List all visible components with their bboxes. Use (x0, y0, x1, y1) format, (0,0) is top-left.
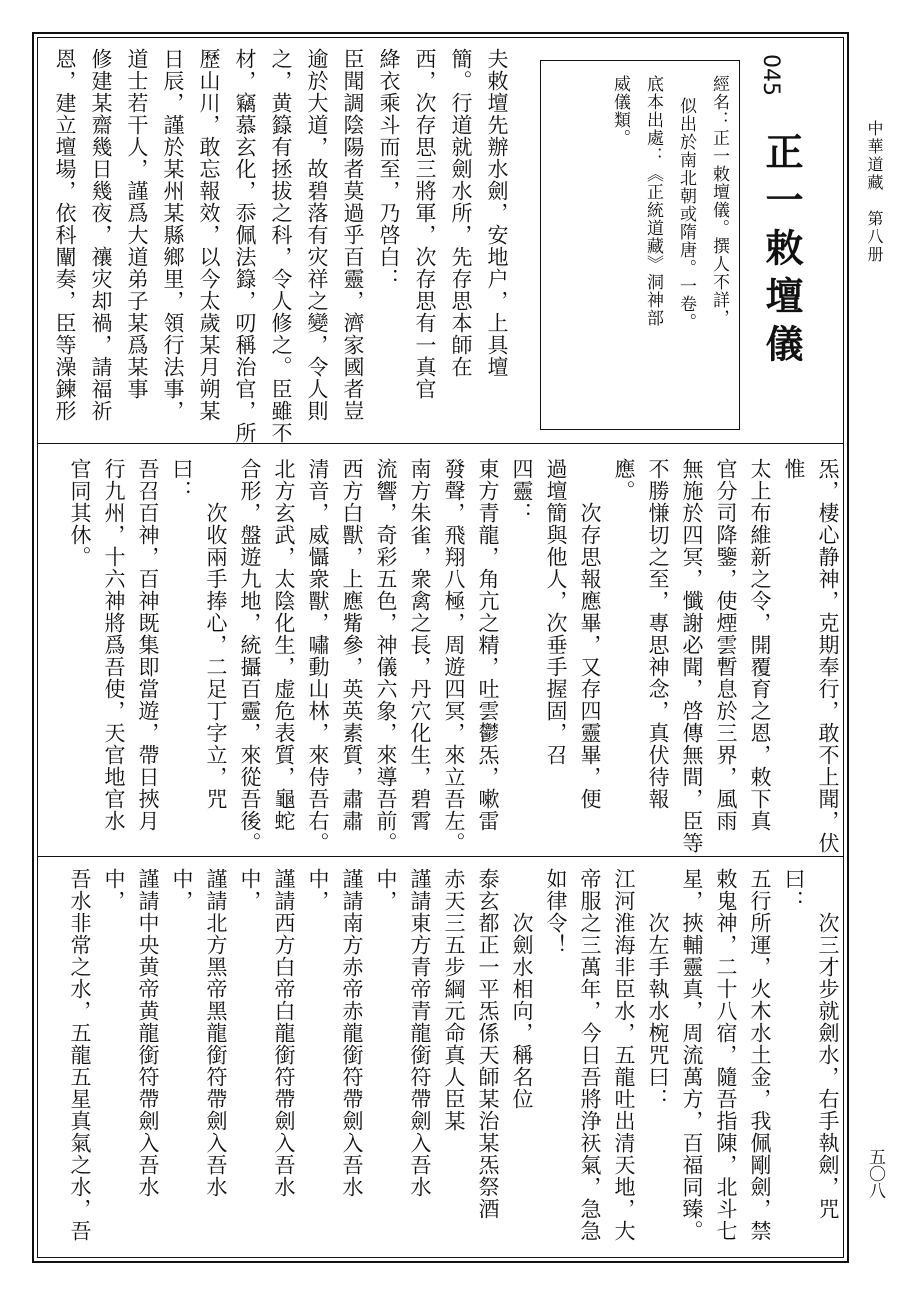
text-column: 次存思報應畢，又存四靈畢，便 (578, 502, 602, 810)
page-number: 五〇八 (865, 1148, 885, 1199)
text-column: 謹請北方黑帝黑龍銜符帶劍入吾水 (204, 868, 228, 1198)
text-column: 如律令！ (544, 868, 568, 956)
text-column: 西，次存思三將軍，次存思有一真官 (413, 48, 437, 400)
text-column: 江河淮海非臣水，五龍吐出清天地，大 (612, 868, 636, 1242)
info-box (540, 60, 740, 430)
text-column: 恩，建立壇場，依科闡奏，臣等澡鍊形 (53, 48, 77, 422)
text-column: 帝服之三萬年，今日吾將浄祆氣，急急 (578, 868, 602, 1242)
text-column: 謹請中央黄帝黄龍銜符帶劍入吾水 (136, 868, 160, 1198)
text-column: 次收兩手捧心，二足丁字立，咒 (204, 502, 228, 810)
section-bottom-text (45, 868, 845, 1253)
text-column: 謹請東方青帝青龍銜符帶劍入吾水 (408, 868, 432, 1198)
text-column: 道士若干人，謹爲大道弟子某爲某事 (125, 48, 149, 400)
text-column: 北方玄武，太陰化生，虚危表質，龜蛇 (272, 458, 296, 832)
text-column: 惟 (782, 458, 806, 480)
text-column: 吾召百神，百神既集即當遊，帶日挾月 (136, 458, 160, 832)
text-column: 謹請西方白帝白龍銜符帶劍入吾水 (272, 868, 296, 1198)
text-column: 次劍水相向，稱名位 (510, 912, 534, 1110)
info-line: 底本出處：《正統道藏》洞神部 (643, 75, 663, 327)
text-column: 中， (170, 868, 194, 912)
text-column: 合形，盤遊九地，統攝百靈，來從吾後。 (238, 458, 262, 854)
text-column: 官分司降鑒，使煙雲暫息於三界，風雨 (714, 458, 738, 832)
text-column: 臣聞調陰陽者莫過乎百靈，濟家國者豈 (341, 48, 365, 422)
title-block (752, 50, 832, 380)
section-divider-1 (37, 443, 844, 444)
section-divider-2 (37, 856, 844, 857)
section-middle-text (45, 458, 845, 853)
text-column: 中， (374, 868, 398, 912)
text-column: 不勝慊切之至，專思神念，真伏待報 (646, 458, 670, 810)
info-line: 經名：正一敕壇儀。撰人不詳， (709, 75, 729, 327)
text-column: 流響，奇彩五色，神儀六象，來導吾前。 (374, 458, 398, 854)
text-column: 無施於四冥，懺謝必聞，啓傳無間，臣等 (680, 458, 704, 854)
text-column: 泰玄都正一平炁係天師某治某炁祭酒 (476, 868, 500, 1220)
text-column: 過壇簡與他人，次垂手握固，召 (544, 458, 568, 766)
text-column: 謹請南方赤帝赤龍銜符帶劍入吾水 (340, 868, 364, 1198)
text-column: 南方朱雀，衆禽之長，丹穴化生，碧霄 (408, 458, 432, 832)
text-column: 清音，威懾衆獸，嘯動山林，來侍吾右。 (306, 458, 330, 854)
info-line: 威儀類。 (610, 75, 630, 147)
info-line: 似出於南北朝或隋唐。一卷。 (676, 97, 696, 331)
text-column: 星，挾輔靈真，周流萬方，百福同臻。 (680, 868, 704, 1242)
text-column: 中， (102, 868, 126, 912)
text-column: 五行所運，火木水土金，我佩剛劍，禁 (748, 868, 772, 1242)
section-top-text (45, 48, 515, 444)
text-column: 絳衣乘斗而至，乃啓白： (377, 48, 401, 290)
text-column: 中， (306, 868, 330, 912)
text-column: 曰： (782, 868, 806, 912)
text-column: 夫敕壇先辦水劍，安地户，上具壇 (485, 48, 509, 378)
text-column: 應。 (612, 458, 636, 502)
running-head: 中華道藏 第八册 (865, 120, 884, 264)
text-column: 次左手執水椀咒曰： (646, 912, 670, 1110)
text-column: 吾水非常之水，五龍五星真氣之水，吾 (68, 868, 92, 1242)
text-column: 官同其休。 (68, 458, 92, 568)
text-column: 太上布維新之令，開覆育之恩，敕下真 (748, 458, 772, 832)
text-column: 次三才步就劍水，右手執劍，咒 (816, 912, 840, 1220)
text-column: 四靈： (510, 458, 534, 524)
text-column: 中， (238, 868, 262, 912)
text-column: 赤天三五步綱元命真人臣某 (442, 868, 466, 1132)
text-column: 發聲，飛翔八極，周遊四冥，來立吾左。 (442, 458, 466, 854)
text-column: 炁，棲心静神，克期奉行，敢不上聞，伏 (816, 458, 840, 854)
text-column: 東方青龍，角亢之精，吐雲鬱炁，嗽雷 (476, 458, 500, 832)
page-title: 正一敕壇儀 (759, 132, 803, 372)
text-column: 材，竊慕玄化，忝佩法籙，叨稱治官，所 (233, 48, 257, 444)
text-column: 歷山川，敢忘報效，以今太歲某月朔某 (197, 48, 221, 422)
text-column: 逾於大道，故碧落有灾祥之變，令人則 (305, 48, 329, 422)
text-column: 日辰，謹於某州某縣鄉里，領行法事， (161, 48, 185, 422)
text-column: 行九州，十六神將爲吾使，天官地官水 (102, 458, 126, 832)
text-column: 曰： (170, 458, 194, 502)
text-column: 修建某齋幾日幾夜，禳灾却禍，請福祈 (89, 48, 113, 422)
title-number: 045 (758, 54, 783, 96)
text-column: 之，黄籙有拯拔之科，令人修之。臣雖不 (269, 48, 293, 444)
text-column: 簡。行道就劍水所，先存思本師在 (449, 48, 473, 378)
text-column: 西方白獸，上應觜參，英英素質，肅肅 (340, 458, 364, 832)
text-column: 敕鬼神，二十八宿，隨吾指陳，北斗七 (714, 868, 738, 1242)
